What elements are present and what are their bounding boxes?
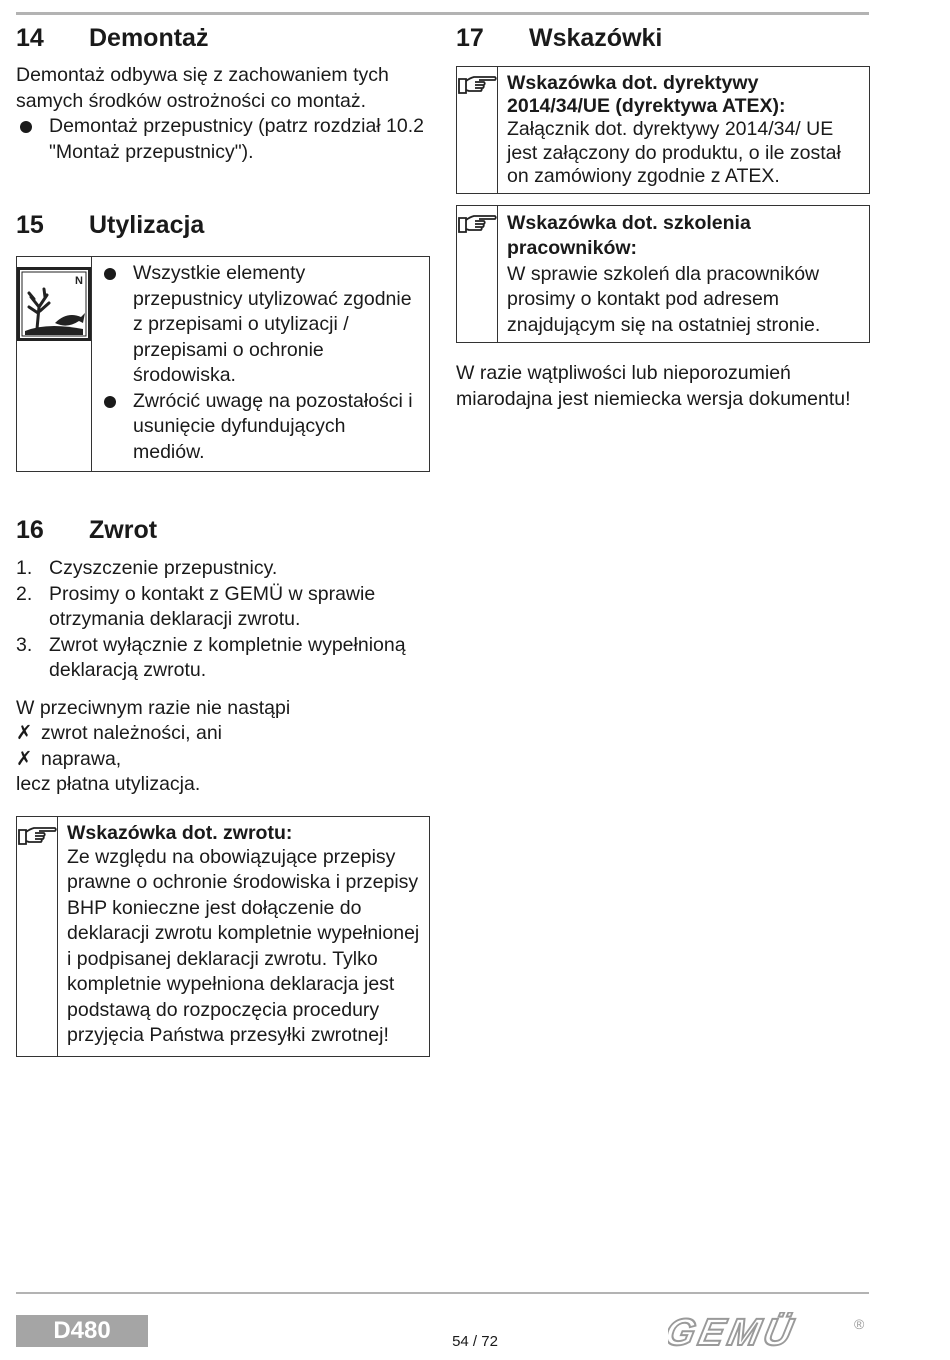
list-item-text: Demontaż przepustnicy (patrz rozdział 10.2 "Montaż przepustnicy"). [49, 115, 425, 163]
logo-text: GEMÜ [668, 1312, 801, 1352]
disposal-box [16, 256, 430, 472]
gemu-logo [668, 1312, 870, 1357]
top-rule [16, 12, 869, 15]
training-note-content [498, 206, 869, 343]
step-number: 2. [16, 582, 33, 605]
step-number: 3. [16, 633, 33, 656]
disposal-icon-cell [17, 257, 92, 471]
step-text: Zwrot wyłącznie z kompletnie wypełnioną deklaracją zwrotu. [49, 633, 406, 681]
return-note-content [58, 817, 429, 1056]
list-item [16, 556, 430, 582]
footer-rule [16, 1292, 869, 1294]
note-icon-cell [17, 817, 58, 1056]
note-body: Ze względu na obowiązujące przepisy prawne o ochronie środowiska i przepisy BHP konieczne jest dołączenie do deklaracji zwrotu kompletnie wypełnionej i podpisanej deklaracji zwrotu. Tylko kompletnie wypełniona deklaracja jest podstawą do rozpoczęcia procedury przyjęcia Państwa przesyłki zwrotnej! [67, 845, 420, 1046]
section-14-intro: Demontaż odbywa się z zachowaniem tych samych środków ostrożności co montaż. [16, 64, 389, 112]
note-body: Załącznik dot. dyrektywy 2014/34/ UE jest załączony do produktu, o ile został on zamówiony zgodnie z ATEX. [507, 118, 841, 187]
note-body: W sprawie szkoleń dla pracowników prosimy o kontakt pod adresem znajdującym się na ostatniej stronie. [507, 262, 821, 336]
x-list-item-text: zwrot należności, ani [41, 722, 223, 744]
atex-note-content [498, 67, 869, 193]
pointing-hand-icon [457, 213, 497, 235]
step-text: Czyszczenie przepustnicy. [49, 557, 278, 579]
note-title: Wskazówka dot. dyrektywy 2014/34/UE (dyrektywa ATEX): [507, 72, 786, 117]
bullet-icon [20, 121, 32, 133]
note-icon-cell [457, 206, 498, 343]
page-number: 54 / 72 [452, 1333, 498, 1350]
x-list-item [16, 747, 430, 773]
list-item [16, 114, 430, 165]
section-number: 15 [16, 211, 44, 239]
logo-graphic [668, 1312, 870, 1352]
pointing-hand-icon [17, 825, 57, 847]
training-note-box [456, 205, 870, 344]
section-title: Wskazówki [529, 24, 663, 52]
closing-text: lecz płatna utylizacja. [16, 773, 201, 795]
note-icon-cell [457, 67, 498, 193]
note-title: Wskazówka dot. zwrotu: [67, 821, 293, 844]
section-number: 17 [456, 24, 484, 52]
section-number: 14 [16, 24, 44, 52]
list-item [16, 582, 430, 633]
section-17-heading [456, 20, 870, 56]
section-title: Demontaż [89, 24, 209, 52]
section-16-heading [16, 512, 430, 548]
environment-hazard-icon [17, 267, 91, 341]
x-list-item-text: naprawa, [41, 747, 122, 770]
list-item-text: Zwrócić uwagę na pozostałości i usunięcie dyfundujących mediów. [133, 389, 413, 463]
list-item [100, 389, 419, 466]
step-number: 1. [16, 557, 33, 579]
x-list-item [16, 721, 430, 747]
list-item [16, 633, 430, 684]
left-column [16, 20, 430, 1057]
disclaimer-text: W razie wątpliwości lub nieporozumień miarodajna jest niemiecka wersja dokumentu! [456, 362, 851, 410]
disposal-content [92, 257, 429, 471]
section-15-list [100, 261, 419, 465]
section-15-heading [16, 207, 430, 243]
note-title: Wskazówka dot. szkolenia pracowników: [507, 211, 751, 259]
bullet-icon [104, 396, 116, 408]
list-item-text: Wszystkie elementy przepustnicy utylizować zgodnie z przepisami o utylizacji / przepisami o ochronie środowiska. [133, 262, 412, 386]
section-16-steps [16, 556, 430, 684]
section-14-list [16, 114, 430, 165]
section-14-heading [16, 20, 430, 56]
atex-note-box [456, 66, 870, 194]
otherwise-text: W przeciwnym razie nie nastąpi [16, 696, 291, 719]
section-title: Zwrot [89, 516, 158, 544]
registered-mark: ® [854, 1316, 865, 1332]
section-title: Utylizacja [89, 211, 205, 239]
list-item [100, 261, 419, 389]
model-badge: D480 [16, 1315, 148, 1347]
step-text: Prosimy o kontakt z GEMÜ w sprawie otrzymania deklaracji zwrotu. [49, 582, 376, 630]
icon-letter: N [75, 275, 83, 287]
right-column [456, 20, 870, 412]
return-note-box [16, 816, 430, 1057]
pointing-hand-icon [457, 74, 497, 96]
section-number: 16 [16, 516, 44, 544]
cross-icon: ✗ [16, 722, 33, 744]
cross-icon: ✗ [16, 747, 33, 770]
bullet-icon [104, 268, 116, 280]
